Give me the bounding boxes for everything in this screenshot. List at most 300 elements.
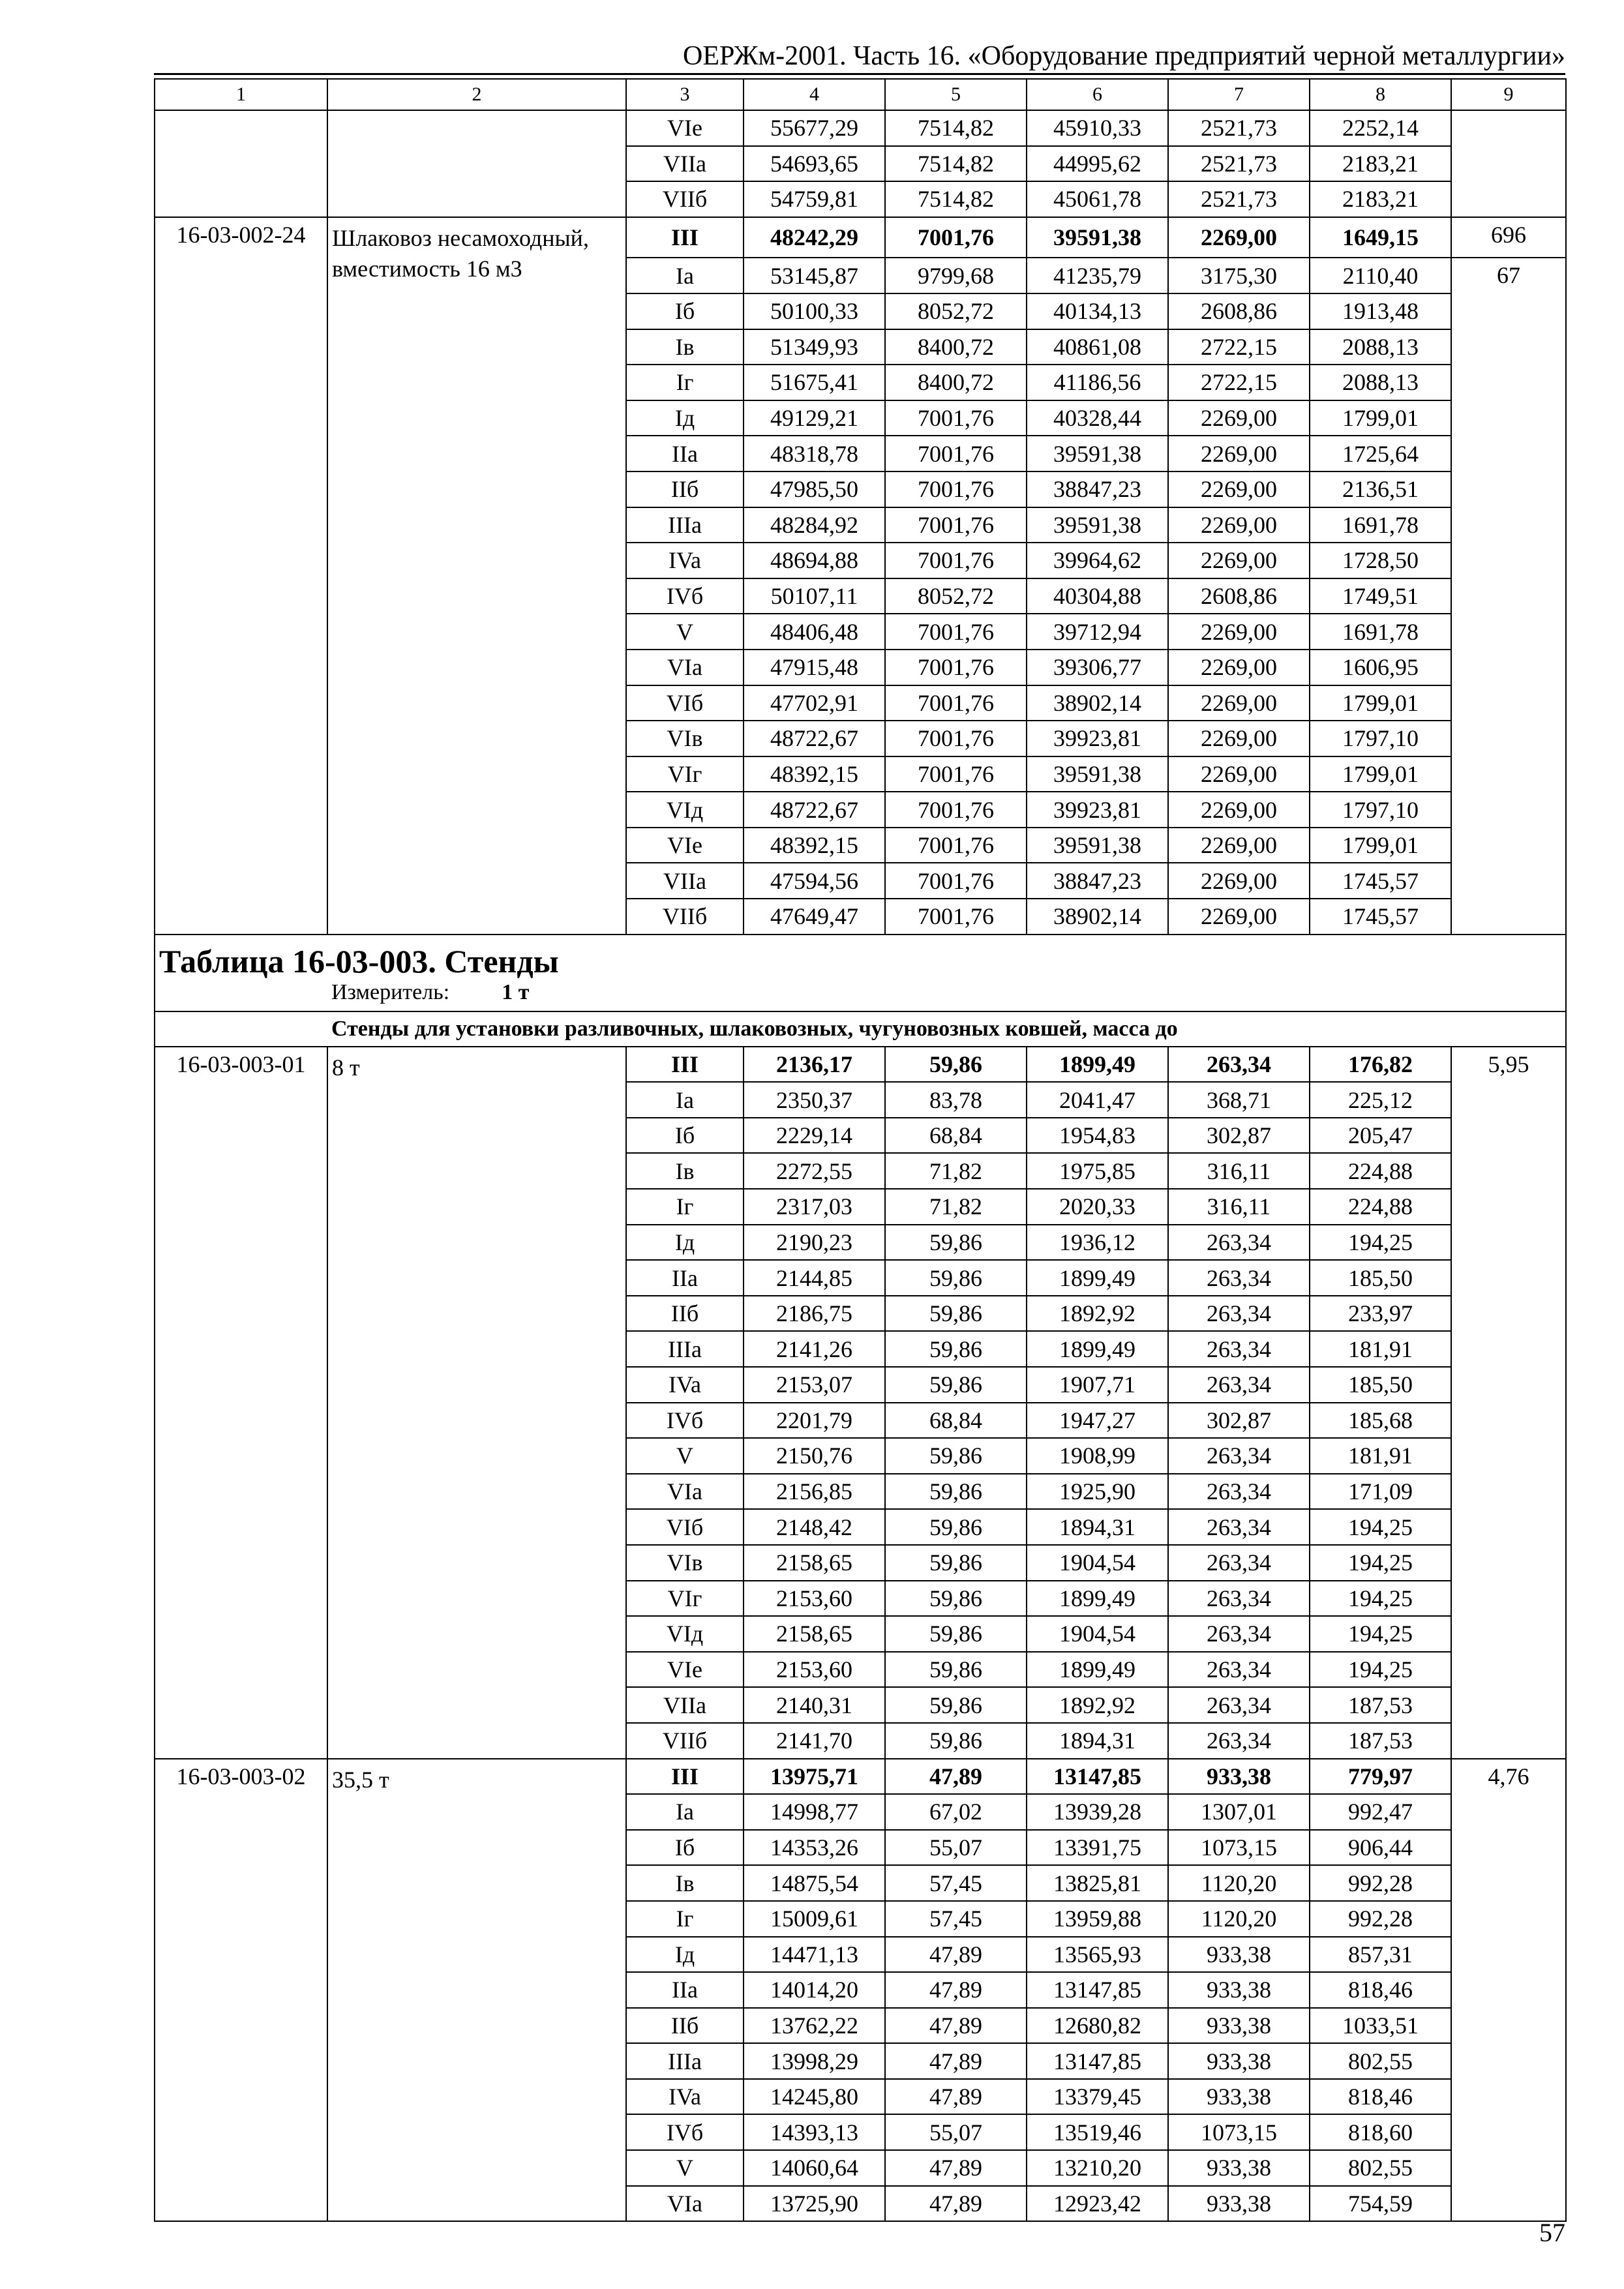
- zone-cell: VIa: [626, 650, 744, 685]
- value-cell: 13825,81: [1027, 1865, 1168, 1901]
- zone-cell: VIIa: [626, 863, 744, 899]
- value-cell: 47,89: [885, 1759, 1027, 1795]
- value-cell: 802,55: [1310, 2043, 1451, 2079]
- zone-cell: IVa: [626, 543, 744, 578]
- value-cell: 2158,65: [744, 1545, 885, 1581]
- value-cell: 1033,51: [1310, 2008, 1451, 2044]
- value-cell: 54693,65: [744, 146, 885, 182]
- value-cell: 45910,33: [1027, 110, 1168, 146]
- value-cell: 47,89: [885, 2008, 1027, 2044]
- value-cell: 1728,50: [1310, 543, 1451, 578]
- value-cell: 1899,49: [1027, 1047, 1168, 1083]
- value-cell: 992,28: [1310, 1865, 1451, 1901]
- zone-cell: VIб: [626, 685, 744, 721]
- value-cell: 48318,78: [744, 436, 885, 471]
- column-number-cell: 1: [155, 79, 327, 110]
- zone-cell: Iб: [626, 293, 744, 329]
- zone-cell: IVб: [626, 2114, 744, 2150]
- value-cell: 47985,50: [744, 471, 885, 507]
- value-cell: 1892,92: [1027, 1687, 1168, 1723]
- zone-cell: Iг: [626, 365, 744, 400]
- value-cell: 14014,20: [744, 1972, 885, 2008]
- value-cell: 263,34: [1168, 1047, 1310, 1083]
- value-cell: 2186,75: [744, 1296, 885, 1332]
- value-cell: 2190,23: [744, 1225, 885, 1261]
- value-cell: 1894,31: [1027, 1723, 1168, 1759]
- value-cell: 14875,54: [744, 1865, 885, 1901]
- value-cell: 13939,28: [1027, 1794, 1168, 1830]
- value-cell: 47,89: [885, 2079, 1027, 2115]
- zone-cell: VIe: [626, 1652, 744, 1688]
- value-cell: 2269,00: [1168, 471, 1310, 507]
- value-cell: 316,11: [1168, 1153, 1310, 1189]
- value-cell: 3175,30: [1168, 258, 1310, 293]
- value-cell: 1799,01: [1310, 828, 1451, 863]
- zone-cell: IIa: [626, 436, 744, 471]
- value-cell: 7001,76: [885, 217, 1027, 258]
- value-cell: 59,86: [885, 1652, 1027, 1688]
- zone-cell: V: [626, 614, 744, 650]
- value-cell: 1745,57: [1310, 899, 1451, 935]
- value-cell: 59,86: [885, 1509, 1027, 1545]
- value-cell: 40861,08: [1027, 329, 1168, 365]
- column-number-cell: 9: [1451, 79, 1566, 110]
- value-cell: 2153,07: [744, 1367, 885, 1403]
- value-cell: 2136,51: [1310, 471, 1451, 507]
- value-cell: 933,38: [1168, 2150, 1310, 2186]
- value-cell: 2269,00: [1168, 400, 1310, 436]
- zone-cell: VIIa: [626, 1687, 744, 1723]
- value-cell: 1913,48: [1310, 293, 1451, 329]
- value-cell: 7001,76: [885, 471, 1027, 507]
- value-cell: 59,86: [885, 1367, 1027, 1403]
- value-cell: 802,55: [1310, 2150, 1451, 2186]
- value-cell: 1120,20: [1168, 1901, 1310, 1937]
- value-cell: 12923,42: [1027, 2186, 1168, 2222]
- row-code: 16-03-003-02: [155, 1759, 327, 2222]
- zone-cell: IIб: [626, 1296, 744, 1332]
- value-cell: 8052,72: [885, 578, 1027, 614]
- zone-cell: VIв: [626, 721, 744, 756]
- value-cell: 55,07: [885, 1830, 1027, 1866]
- value-cell: 263,34: [1168, 1438, 1310, 1474]
- value-cell: 39591,38: [1027, 828, 1168, 863]
- value-cell: 368,71: [1168, 1082, 1310, 1118]
- value-cell: 47,89: [885, 2186, 1027, 2222]
- value-cell: 224,88: [1310, 1189, 1451, 1225]
- value-cell: 48722,67: [744, 721, 885, 756]
- value-cell: 7001,76: [885, 863, 1027, 899]
- value-cell: 302,87: [1168, 1118, 1310, 1154]
- zone-cell: VIIa: [626, 146, 744, 182]
- zone-cell: IIIa: [626, 1331, 744, 1367]
- value-cell: 2153,60: [744, 1581, 885, 1617]
- value-cell: 2350,37: [744, 1082, 885, 1118]
- value-cell: 194,25: [1310, 1581, 1451, 1617]
- zone-cell: Iв: [626, 1865, 744, 1901]
- zone-cell: VIIб: [626, 899, 744, 935]
- value-cell: 2141,26: [744, 1331, 885, 1367]
- column-number-cell: 2: [327, 79, 626, 110]
- value-cell: 13379,45: [1027, 2079, 1168, 2115]
- value-cell: 14245,80: [744, 2079, 885, 2115]
- value-cell: 1797,10: [1310, 721, 1451, 756]
- value-cell: 7001,76: [885, 792, 1027, 828]
- value-cell: 857,31: [1310, 1937, 1451, 1973]
- value-cell: 13147,85: [1027, 1759, 1168, 1795]
- zone-cell: IVб: [626, 1403, 744, 1439]
- value-cell: 13725,90: [744, 2186, 885, 2222]
- value-cell: 263,34: [1168, 1687, 1310, 1723]
- value-cell: 2317,03: [744, 1189, 885, 1225]
- value-cell: 2140,31: [744, 1687, 885, 1723]
- value-cell: 59,86: [885, 1474, 1027, 1510]
- value-cell: 2269,00: [1168, 507, 1310, 543]
- table-title-row: [155, 935, 1566, 1011]
- value-cell: 39923,81: [1027, 792, 1168, 828]
- value-cell: 933,38: [1168, 1759, 1310, 1795]
- value-cell: 1947,27: [1027, 1403, 1168, 1439]
- value-cell: 2144,85: [744, 1260, 885, 1296]
- value-cell: 59,86: [885, 1687, 1027, 1723]
- weight-cell: 5,95: [1451, 1047, 1566, 1759]
- value-cell: 41186,56: [1027, 365, 1168, 400]
- value-cell: 14060,64: [744, 2150, 885, 2186]
- value-cell: 51349,93: [744, 329, 885, 365]
- value-cell: 48392,15: [744, 828, 885, 863]
- value-cell: 1797,10: [1310, 792, 1451, 828]
- value-cell: 55,07: [885, 2114, 1027, 2150]
- value-cell: 15009,61: [744, 1901, 885, 1937]
- value-cell: 40134,13: [1027, 293, 1168, 329]
- value-cell: 205,47: [1310, 1118, 1451, 1154]
- value-cell: 51675,41: [744, 365, 885, 400]
- column-number-cell: 6: [1027, 79, 1168, 110]
- value-cell: 263,34: [1168, 1581, 1310, 1617]
- value-cell: 2150,76: [744, 1438, 885, 1474]
- zone-cell: V: [626, 1438, 744, 1474]
- value-cell: 1799,01: [1310, 400, 1451, 436]
- value-cell: 39591,38: [1027, 217, 1168, 258]
- value-cell: 1073,15: [1168, 1830, 1310, 1866]
- value-cell: 1749,51: [1310, 578, 1451, 614]
- value-cell: 1908,99: [1027, 1438, 1168, 1474]
- zone-cell: Ia: [626, 1794, 744, 1830]
- value-cell: 933,38: [1168, 2043, 1310, 2079]
- value-cell: 39591,38: [1027, 507, 1168, 543]
- value-cell: 38847,23: [1027, 471, 1168, 507]
- table-row: [155, 110, 1566, 146]
- zone-cell: IIIa: [626, 507, 744, 543]
- zone-cell: IVa: [626, 2079, 744, 2115]
- value-cell: 1649,15: [1310, 217, 1451, 258]
- value-cell: 71,82: [885, 1153, 1027, 1189]
- value-cell: 185,50: [1310, 1260, 1451, 1296]
- value-cell: 263,34: [1168, 1545, 1310, 1581]
- value-cell: 2020,33: [1027, 1189, 1168, 1225]
- price-table: [154, 78, 1567, 2222]
- row-name: [327, 110, 626, 217]
- subheading: Стенды для установки разливочных, шлаковозных, чугуновозных ковшей, масса до: [155, 1011, 1566, 1047]
- value-cell: 2269,00: [1168, 863, 1310, 899]
- value-cell: 7001,76: [885, 685, 1027, 721]
- value-cell: 13391,75: [1027, 1830, 1168, 1866]
- value-cell: 13975,71: [744, 1759, 885, 1795]
- value-cell: 1904,54: [1027, 1545, 1168, 1581]
- value-cell: 1904,54: [1027, 1616, 1168, 1652]
- zone-cell: Iд: [626, 1937, 744, 1973]
- zone-cell: III: [626, 217, 744, 258]
- value-cell: 68,84: [885, 1118, 1027, 1154]
- value-cell: 48694,88: [744, 543, 885, 578]
- value-cell: 194,25: [1310, 1652, 1451, 1688]
- column-number-cell: 7: [1168, 79, 1310, 110]
- value-cell: 48722,67: [744, 792, 885, 828]
- zone-cell: III: [626, 1047, 744, 1083]
- zone-cell: VIIб: [626, 181, 744, 217]
- value-cell: 14393,13: [744, 2114, 885, 2150]
- value-cell: 1954,83: [1027, 1118, 1168, 1154]
- value-cell: 83,78: [885, 1082, 1027, 1118]
- value-cell: 12680,82: [1027, 2008, 1168, 2044]
- row-code: 16-03-002-24: [155, 217, 327, 935]
- value-cell: 59,86: [885, 1616, 1027, 1652]
- value-cell: 1892,92: [1027, 1296, 1168, 1332]
- value-cell: 57,45: [885, 1865, 1027, 1901]
- value-cell: 2158,65: [744, 1616, 885, 1652]
- zone-cell: Iг: [626, 1189, 744, 1225]
- value-cell: 2041,47: [1027, 1082, 1168, 1118]
- zone-cell: Ia: [626, 1082, 744, 1118]
- value-cell: 181,91: [1310, 1438, 1451, 1474]
- value-cell: 187,53: [1310, 1687, 1451, 1723]
- value-cell: 2136,17: [744, 1047, 885, 1083]
- value-cell: 2269,00: [1168, 217, 1310, 258]
- value-cell: 7514,82: [885, 110, 1027, 146]
- row-name: Шлаковоз несамоходный, вместимость 16 м3: [327, 217, 626, 935]
- zone-cell: Iв: [626, 329, 744, 365]
- page-number: 57: [1539, 2218, 1565, 2247]
- value-cell: 55677,29: [744, 110, 885, 146]
- zone-cell: IIIa: [626, 2043, 744, 2079]
- zone-cell: IVб: [626, 578, 744, 614]
- value-cell: 59,86: [885, 1260, 1027, 1296]
- value-cell: 2201,79: [744, 1403, 885, 1439]
- zone-cell: Iд: [626, 400, 744, 436]
- value-cell: 49129,21: [744, 400, 885, 436]
- value-cell: 40304,88: [1027, 578, 1168, 614]
- value-cell: 7001,76: [885, 400, 1027, 436]
- value-cell: 39923,81: [1027, 721, 1168, 756]
- value-cell: 47594,56: [744, 863, 885, 899]
- value-cell: 302,87: [1168, 1403, 1310, 1439]
- zone-cell: Iв: [626, 1153, 744, 1189]
- value-cell: 68,84: [885, 1403, 1027, 1439]
- value-cell: 933,38: [1168, 2008, 1310, 2044]
- value-cell: 263,34: [1168, 1474, 1310, 1510]
- value-cell: 38902,14: [1027, 685, 1168, 721]
- value-cell: 8400,72: [885, 365, 1027, 400]
- value-cell: 2088,13: [1310, 329, 1451, 365]
- value-cell: 2608,86: [1168, 293, 1310, 329]
- value-cell: 39591,38: [1027, 756, 1168, 792]
- value-cell: 185,68: [1310, 1403, 1451, 1439]
- value-cell: 2269,00: [1168, 685, 1310, 721]
- measure-label: Измеритель:: [331, 980, 450, 1004]
- value-cell: 38902,14: [1027, 899, 1168, 935]
- zone-cell: IIa: [626, 1972, 744, 2008]
- value-cell: 263,34: [1168, 1331, 1310, 1367]
- value-cell: 2141,70: [744, 1723, 885, 1759]
- value-cell: 47915,48: [744, 650, 885, 685]
- weight-cell: [1451, 110, 1566, 217]
- value-cell: 7001,76: [885, 756, 1027, 792]
- value-cell: 933,38: [1168, 1937, 1310, 1973]
- value-cell: 38847,23: [1027, 863, 1168, 899]
- value-cell: 59,86: [885, 1723, 1027, 1759]
- weight-cell: 696: [1451, 217, 1566, 258]
- value-cell: 13147,85: [1027, 1972, 1168, 2008]
- zone-cell: IIб: [626, 2008, 744, 2044]
- value-cell: 13959,88: [1027, 1901, 1168, 1937]
- zone-cell: VIг: [626, 756, 744, 792]
- value-cell: 992,28: [1310, 1901, 1451, 1937]
- zone-cell: VIe: [626, 110, 744, 146]
- column-number-cell: 8: [1310, 79, 1451, 110]
- value-cell: 54759,81: [744, 181, 885, 217]
- zone-cell: IVa: [626, 1367, 744, 1403]
- value-cell: 39964,62: [1027, 543, 1168, 578]
- measure-line: [155, 981, 1561, 1008]
- value-cell: 225,12: [1310, 1082, 1451, 1118]
- zone-cell: V: [626, 2150, 744, 2186]
- value-cell: 1691,78: [1310, 507, 1451, 543]
- value-cell: 263,34: [1168, 1260, 1310, 1296]
- value-cell: 779,97: [1310, 1759, 1451, 1795]
- value-cell: 39591,38: [1027, 436, 1168, 471]
- value-cell: 181,91: [1310, 1331, 1451, 1367]
- value-cell: 14998,77: [744, 1794, 885, 1830]
- value-cell: 13998,29: [744, 2043, 885, 2079]
- table-row: [155, 1047, 1566, 1083]
- header-rule: [154, 73, 1565, 75]
- zone-cell: IIб: [626, 471, 744, 507]
- zone-cell: VIд: [626, 792, 744, 828]
- column-number-cell: 3: [626, 79, 744, 110]
- value-cell: 1725,64: [1310, 436, 1451, 471]
- value-cell: 2521,73: [1168, 181, 1310, 217]
- value-cell: 1899,49: [1027, 1331, 1168, 1367]
- value-cell: 7001,76: [885, 721, 1027, 756]
- value-cell: 47,89: [885, 2150, 1027, 2186]
- value-cell: 194,25: [1310, 1225, 1451, 1261]
- value-cell: 7001,76: [885, 899, 1027, 935]
- value-cell: 194,25: [1310, 1545, 1451, 1581]
- value-cell: 1899,49: [1027, 1652, 1168, 1688]
- value-cell: 40328,44: [1027, 400, 1168, 436]
- value-cell: 992,47: [1310, 1794, 1451, 1830]
- value-cell: 59,86: [885, 1581, 1027, 1617]
- value-cell: 2153,60: [744, 1652, 885, 1688]
- value-cell: 933,38: [1168, 1972, 1310, 2008]
- value-cell: 2269,00: [1168, 721, 1310, 756]
- value-cell: 194,25: [1310, 1616, 1451, 1652]
- value-cell: 13210,20: [1027, 2150, 1168, 2186]
- value-cell: 1899,49: [1027, 1260, 1168, 1296]
- value-cell: 1925,90: [1027, 1474, 1168, 1510]
- zone-cell: Iб: [626, 1118, 744, 1154]
- value-cell: 7001,76: [885, 507, 1027, 543]
- value-cell: 7514,82: [885, 181, 1027, 217]
- value-cell: 2272,55: [744, 1153, 885, 1189]
- value-cell: 263,34: [1168, 1296, 1310, 1332]
- value-cell: 7001,76: [885, 614, 1027, 650]
- value-cell: 754,59: [1310, 2186, 1451, 2222]
- value-cell: 224,88: [1310, 1153, 1451, 1189]
- value-cell: 50100,33: [744, 293, 885, 329]
- value-cell: 2521,73: [1168, 110, 1310, 146]
- value-cell: 48406,48: [744, 614, 885, 650]
- value-cell: 14471,13: [744, 1937, 885, 1973]
- value-cell: 59,86: [885, 1545, 1027, 1581]
- value-cell: 906,44: [1310, 1830, 1451, 1866]
- zone-cell: VIд: [626, 1616, 744, 1652]
- zone-cell: VIб: [626, 1509, 744, 1545]
- value-cell: 263,34: [1168, 1723, 1310, 1759]
- value-cell: 13519,46: [1027, 2114, 1168, 2150]
- value-cell: 1894,31: [1027, 1509, 1168, 1545]
- value-cell: 2269,00: [1168, 899, 1310, 935]
- value-cell: 48242,29: [744, 217, 885, 258]
- value-cell: 233,97: [1310, 1296, 1451, 1332]
- value-cell: 39712,94: [1027, 614, 1168, 650]
- value-cell: 2269,00: [1168, 543, 1310, 578]
- value-cell: 1975,85: [1027, 1153, 1168, 1189]
- value-cell: 2608,86: [1168, 578, 1310, 614]
- value-cell: 47649,47: [744, 899, 885, 935]
- value-cell: 45061,78: [1027, 181, 1168, 217]
- value-cell: 2269,00: [1168, 650, 1310, 685]
- value-cell: 1691,78: [1310, 614, 1451, 650]
- value-cell: 1745,57: [1310, 863, 1451, 899]
- value-cell: 2269,00: [1168, 828, 1310, 863]
- value-cell: 2088,13: [1310, 365, 1451, 400]
- row-name: 8 т: [327, 1047, 626, 1759]
- value-cell: 2269,00: [1168, 792, 1310, 828]
- table-title-cell: [155, 935, 1566, 1011]
- value-cell: 7001,76: [885, 650, 1027, 685]
- value-cell: 185,50: [1310, 1367, 1451, 1403]
- value-cell: 2252,14: [1310, 110, 1451, 146]
- value-cell: 1307,01: [1168, 1794, 1310, 1830]
- value-cell: 8400,72: [885, 329, 1027, 365]
- weight-cell-2: 67: [1451, 258, 1566, 934]
- value-cell: 1907,71: [1027, 1367, 1168, 1403]
- value-cell: 47,89: [885, 1937, 1027, 1973]
- value-cell: 2269,00: [1168, 756, 1310, 792]
- value-cell: 7001,76: [885, 543, 1027, 578]
- value-cell: 176,82: [1310, 1047, 1451, 1083]
- value-cell: 59,86: [885, 1296, 1027, 1332]
- row-name: 35,5 т: [327, 1759, 626, 2222]
- value-cell: 2229,14: [744, 1118, 885, 1154]
- value-cell: 9799,68: [885, 258, 1027, 293]
- subheading-row: [155, 1011, 1566, 1047]
- table-row: [155, 1759, 1566, 1795]
- value-cell: 2183,21: [1310, 146, 1451, 182]
- value-cell: 1936,12: [1027, 1225, 1168, 1261]
- column-number-row: [155, 79, 1566, 110]
